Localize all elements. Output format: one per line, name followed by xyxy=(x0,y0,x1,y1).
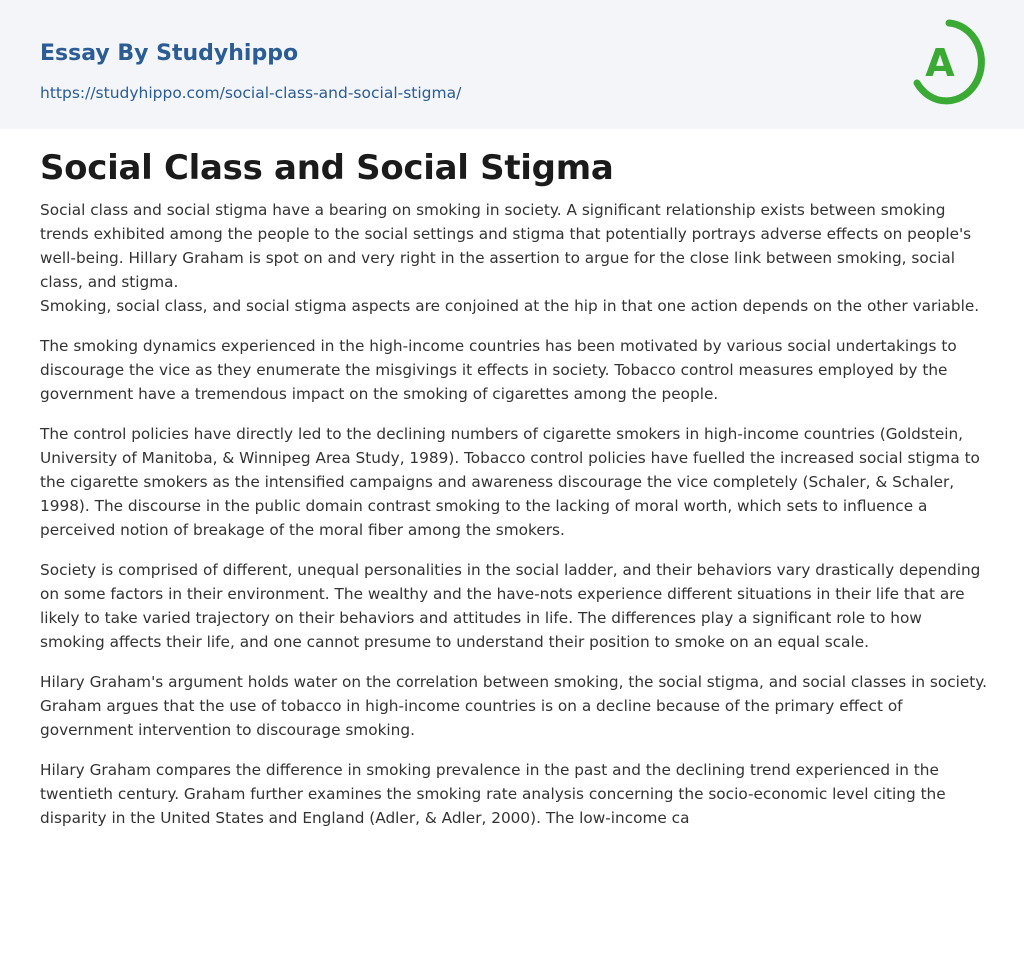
site-header xyxy=(0,0,1024,129)
paragraph-7: Hilary Graham compares the difference in smoking prevalence in the past and the declining trend experienced in the twentieth century. Graham further examines the smoking rate analysis concerning the socio-economic level citing the disparity in the United States and England (Adler, & Adler, 2000). The low-income ca xyxy=(40,761,946,827)
article-body xyxy=(40,145,988,846)
paragraph-2: Smoking, social class, and social stigma aspects are conjoined at the hip in that one action depends on the other variable. xyxy=(40,297,980,315)
paragraph-5: Society is comprised of different, unequal personalities in the social ladder, and their behaviors vary drastically depending on some factors in their environment. The wealthy and the have-nots experience different situations in their life that are likely to take varied trajectory on their behaviors and attitudes in life. The differences play a significant role to how smoking affects their life, and one cannot presume to understand their position to smoke on an equal scale. xyxy=(40,561,981,651)
paragraph-4: The control policies have directly led to the declining numbers of cigarette smokers in high-income countries (Goldstein, University of Manitoba, & Winnipeg Area Study, 1989). Tobacco control policies have fuelled the increased social stigma to the cigarette smokers as the intensified campaigns and awareness discourage the vice completely (Schaler, & Schaler, 1998). The discourse in the public domain contrast smoking to the lacking of moral worth, which sets to influence a perceived notion of breakage of the moral fiber among the smokers. xyxy=(40,425,980,539)
article-title: Social Class and Social Stigma xyxy=(40,148,614,188)
site-brand: Essay By Studyhippo xyxy=(40,41,299,66)
article-url-link[interactable]: https://studyhippo.com/social-class-and-social-stigma/ xyxy=(40,84,462,102)
paragraph-3: The smoking dynamics experienced in the high-income countries has been motivated by various social undertakings to discourage the vice as they enumerate the misgivings it effects in society. Tobacco control measures employed by the government have a tremendous impact on the smoking of cigarettes among the people. xyxy=(40,337,957,403)
studyhippo-logo-icon xyxy=(912,19,986,105)
paragraph-1: Social class and social stigma have a bearing on smoking in society. A significant relationship exists between smoking trends exhibited among the people to the social settings and stigma that potentially portrays adverse effects on people's well-being. Hillary Graham is spot on and very right in the assertion to argue for the close link between smoking, social class, and stigma. xyxy=(40,201,972,291)
logo-letter: A xyxy=(925,41,955,85)
paragraph-6: Hilary Graham's argument holds water on the correlation between smoking, the social stigma, and social classes in society. Graham argues that the use of tobacco in high-income countries is on a decline because of the primary effect of government intervention to discourage smoking. xyxy=(40,673,988,739)
